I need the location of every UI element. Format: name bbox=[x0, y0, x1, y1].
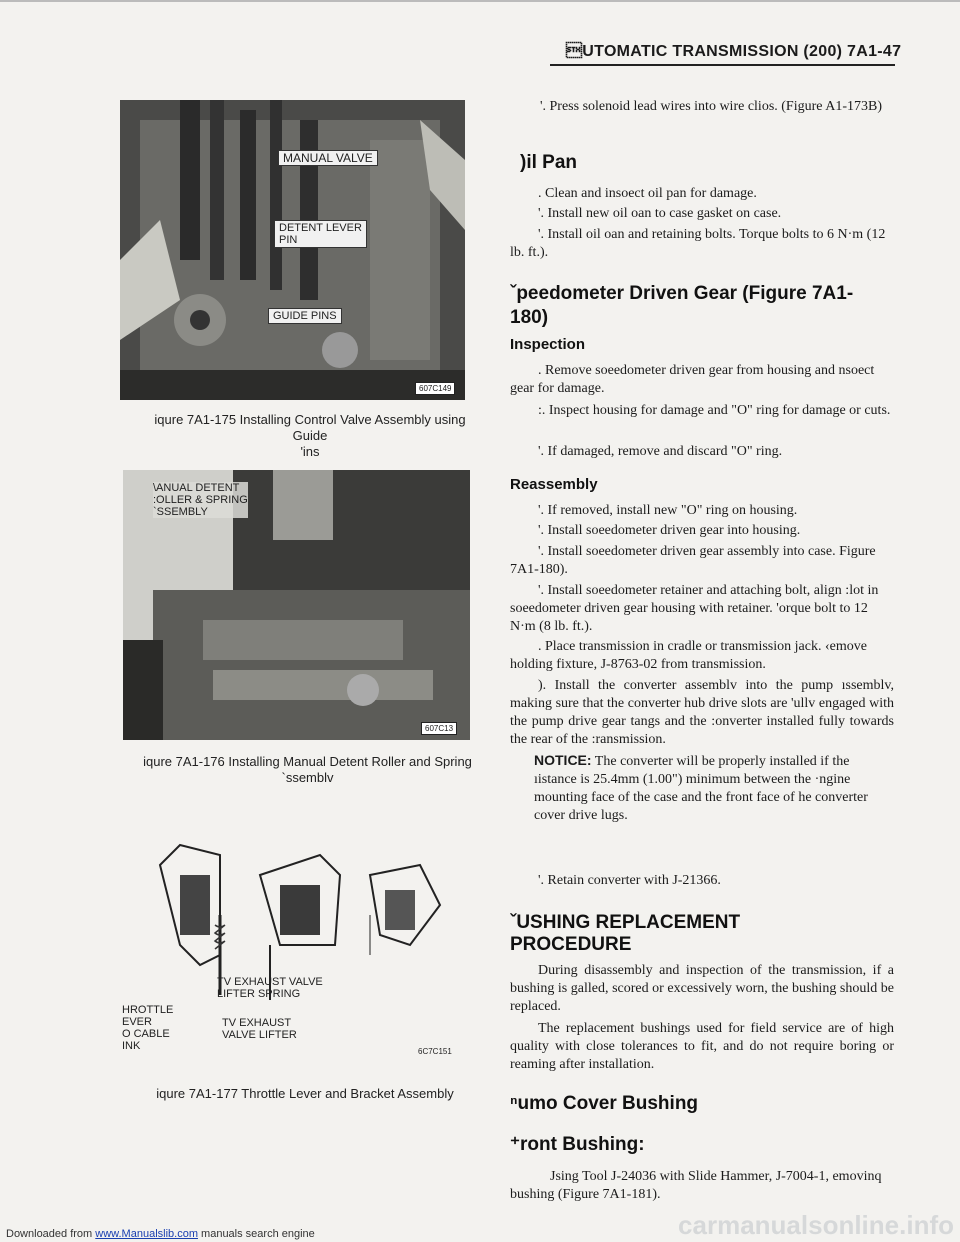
figure-176-photo bbox=[123, 470, 470, 740]
source-suffix: manuals search engine bbox=[197, 1228, 315, 1240]
notice-label: NOTICE: bbox=[534, 752, 592, 768]
notice-text: The converter will be properly installed if the ıistance is 25.4mm (1.00") minimum between the ·ngine mounting face of the case and the front face of he converter cover drive lugs. bbox=[534, 754, 868, 823]
reassembly-step-4: '. Install soeedometer retainer and attaching bolt, align :lot in soeedometer driven gear housing with retainer. 'orque bolt to 12 N·m (8 lb. ft.). bbox=[510, 583, 879, 634]
figure-175-code: 607C149 bbox=[415, 382, 455, 395]
figure-177-code: 6C7C151 bbox=[418, 1047, 452, 1056]
heading-oil-pan: )il Pan bbox=[520, 152, 578, 173]
heading-reassembly: Reassembly bbox=[510, 476, 598, 493]
figure-177-caption: iqure 7A1-177 Throttle Lever and Bracket Assembly bbox=[156, 1086, 454, 1101]
heading-inspection: Inspection bbox=[510, 336, 586, 353]
heading-pump-cover-bushing: ⁿumo Cover Bushing bbox=[510, 1093, 699, 1114]
heading-front-bushing: ⁺ront Bushing: bbox=[510, 1134, 645, 1155]
label-detent-lever-pin: DETENT LEVER PIN bbox=[274, 220, 367, 248]
manualslib-link[interactable]: www.Manualslib.com bbox=[95, 1228, 198, 1240]
reassembly-step-2: '. Install soeedometer driven gear into housing. bbox=[538, 523, 801, 538]
reassembly-step-5: . Place transmission in cradle or transmission jack. ‹emove holding fixture, J-8763-02 from transmission. bbox=[510, 639, 867, 672]
figure-176-caption: iqure 7A1-176 Installing Manual Detent Roller and Spring `ssemblv bbox=[143, 754, 472, 785]
label-tv-exhaust-valve-lifter: TV EXHAUST VALVE LIFTER bbox=[222, 1017, 297, 1041]
source-prefix: Downloaded from bbox=[6, 1228, 96, 1240]
notice-block bbox=[534, 751, 894, 825]
label-manual-detent-roller: \ANUAL DETENT :OLLER & SPRING `SSEMBLY bbox=[153, 482, 248, 518]
inspection-step-3: '. If damaged, remove and discard "O" ring. bbox=[538, 444, 783, 459]
inspection-step-2: :. Inspect housing for damage and "O" ring for damage or cuts. bbox=[538, 403, 891, 418]
bushing-paragraph-1: During disassembly and inspection of the transmission, if a bushing is galled, scored or excessively worn, the bushing should be replaced. bbox=[510, 963, 894, 1014]
oil-step-2: '. Install new oil oan to case gasket on case. bbox=[538, 206, 782, 221]
watermark: carmanualsonline.info bbox=[678, 1210, 954, 1240]
top-border bbox=[0, 0, 960, 2]
oil-step-3: '. Install oil oan and retaining bolts. Torque bolts to 6 N·m (12 lb. ft.). bbox=[510, 227, 886, 260]
oil-step-1: . Clean and insoect oil pan for damage. bbox=[538, 186, 757, 201]
label-throttle-lever-cable-link: HROTTLE EVER O CABLE INK bbox=[122, 1004, 174, 1052]
figure-175-photo bbox=[120, 100, 465, 400]
label-tv-exhaust-valve-spring: TV EXHAUST VALVE LIFTER SPRING bbox=[217, 976, 323, 1000]
label-manual-valve: MANUAL VALVE bbox=[278, 150, 378, 166]
front-bushing-paragraph: Jsing Tool J-24036 with Slide Hammer, J-7004-1, emovinq bushing (Figure 7A1-181). bbox=[510, 1169, 882, 1202]
label-guide-pins: GUIDE PINS bbox=[268, 308, 342, 324]
reassembly-step-6: ). Install the converter assemblv into the pump ıssemblv, making sure that the converter hub drive slots are 'ullv engaged with the pump drive gear tangs and the :onverter installed fully towards the rear of the :ransmission. bbox=[510, 678, 894, 747]
heading-speedometer: ˇpeedometer Driven Gear (Figure 7A1-180) bbox=[510, 283, 854, 328]
figure-176-code: 607C13 bbox=[421, 722, 457, 735]
reassembly-step-3: '. Install soeedometer driven gear assembly into case. Figure 7A1-180). bbox=[510, 544, 876, 577]
running-header: UTOMATIC TRANSMISSION (200) 7A1-47 bbox=[566, 43, 902, 60]
reassembly-step-1: '. If removed, install new "O" ring on housing. bbox=[538, 503, 798, 518]
retain-converter: '. Retain converter with J-21366. bbox=[538, 873, 721, 888]
bushing-paragraph-2: The replacement bushings used for field service are of high quality with close tolerances to fit, and do not require boring or reaming after installation. bbox=[510, 1021, 894, 1072]
heading-bushing-replacement: ˇUSHING REPLACEMENT PROCEDURE bbox=[510, 912, 741, 955]
valve-body-photo bbox=[120, 100, 465, 400]
header-rule bbox=[550, 64, 895, 66]
inspection-step-1: . Remove soeedometer driven gear from housing and nsoect gear for damage. bbox=[510, 363, 875, 396]
download-source-line bbox=[6, 1228, 315, 1240]
figure-175-caption: iqure 7A1-175 Installing Control Valve Assembly using Guide 'ins bbox=[154, 412, 466, 459]
paragraph-press-solenoid: '. Press solenoid lead wires into wire clios. (Figure A1-173B) bbox=[540, 99, 882, 114]
